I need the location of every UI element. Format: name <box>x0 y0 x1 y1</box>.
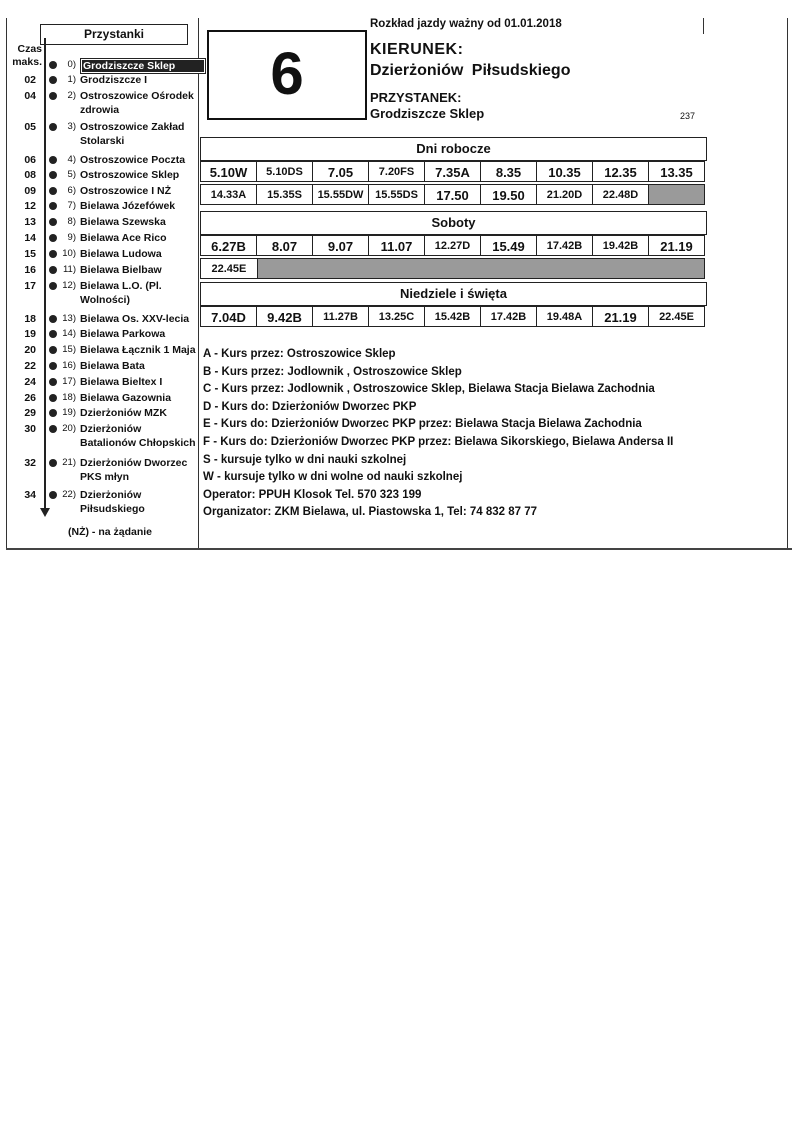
departure-time: 19.50 <box>480 184 537 205</box>
departure-time: 9.07 <box>312 235 369 256</box>
legend-line: W - kursuje tylko w dni wolne od nauki szkolnej <box>203 471 463 484</box>
stop-time: 14 <box>24 232 36 244</box>
departure-time: 22.48D <box>592 184 649 205</box>
stop-name: Ostroszowice Poczta <box>80 154 186 166</box>
departure-time: 7.35A <box>424 161 481 182</box>
stop-number: 7) <box>67 200 76 211</box>
stop-name: Bielawa L.O. (Pl. Wolności) <box>80 280 162 306</box>
stop-number: 22) <box>62 489 76 500</box>
stop-number: 5) <box>67 169 76 180</box>
stop-name: Dzierżoniów Batalionów Chłopskich <box>80 423 196 449</box>
stop-name: Dzierżoniów Piłsudskiego <box>80 489 145 515</box>
stop-name: Grodziszcze I <box>80 74 148 86</box>
stop-time: 16 <box>24 264 36 276</box>
legend-line: C - Kurs przez: Jodlownik , Ostroszowice Sklep, Bielawa Stacja Bielawa Zachodnia <box>203 383 655 396</box>
stop-name: Bielawa Bielbaw <box>80 264 162 276</box>
stop-dot-icon <box>49 171 57 179</box>
stop-time: 06 <box>24 154 36 166</box>
stop-name: Bielawa Ludowa <box>80 248 162 260</box>
stop-time: 04 <box>24 90 36 102</box>
stop-dot-icon <box>49 491 57 499</box>
legend-line: Operator: PPUH Klosok Tel. 570 323 199 <box>203 488 422 501</box>
stop-number: 16) <box>62 360 76 371</box>
stop-dot-icon <box>49 315 57 323</box>
stop-dot-icon <box>49 266 57 274</box>
current-stop-name: Grodziszcze Sklep <box>80 58 206 74</box>
departure-time: 10.35 <box>536 161 593 182</box>
stop-dot-icon <box>49 409 57 417</box>
stop-number: 13) <box>62 313 76 324</box>
departure-time: 17.42B <box>536 235 593 256</box>
departure-row <box>200 161 705 182</box>
stop-name: Bielawa Gazownia <box>80 392 172 404</box>
stop-time: 26 <box>24 392 36 404</box>
departure-row <box>200 258 705 279</box>
stop-time: 30 <box>24 423 36 435</box>
stop-number: 4) <box>67 154 76 165</box>
departure-time: 7.20FS <box>368 161 425 182</box>
stop-dot-icon <box>49 92 57 100</box>
stop-time: 09 <box>24 185 36 197</box>
departure-time: 5.10DS <box>256 161 313 182</box>
stop-dot-icon <box>49 459 57 467</box>
departure-time: 17.42B <box>480 306 537 327</box>
stop-dot-icon <box>49 330 57 338</box>
stop-dot-icon <box>49 234 57 242</box>
stop-time: 13 <box>24 216 36 228</box>
stop-name: Bielawa Parkowa <box>80 328 166 340</box>
direction-label: KIERUNEK: <box>370 41 464 58</box>
departure-time: 21.19 <box>648 235 705 256</box>
departure-time: 15.55DW <box>312 184 369 205</box>
departure-time: 15.35S <box>256 184 313 205</box>
departure-time: 22.45E <box>200 258 258 279</box>
departure-time: 8.35 <box>480 161 537 182</box>
legend-line: S - kursuje tylko w dni nauki szkolnej <box>203 453 407 466</box>
departure-time: 14.33A <box>200 184 257 205</box>
stop-number: 21) <box>62 457 76 468</box>
departure-time: 22.45E <box>648 306 705 327</box>
stop-number: 19) <box>62 407 76 418</box>
departure-time: 21.19 <box>592 306 649 327</box>
stop-time: 18 <box>24 313 36 325</box>
stop-name: Bielawa Bata <box>80 360 145 372</box>
stop-time: 02 <box>24 74 36 86</box>
departure-time: 19.42B <box>592 235 649 256</box>
departure-time: 17.50 <box>424 184 481 205</box>
departure-row <box>200 306 705 327</box>
line-number-box <box>207 30 367 120</box>
departure-time: 11.07 <box>368 235 425 256</box>
stop-number: 0) <box>67 59 76 70</box>
stop-dot-icon <box>49 61 57 69</box>
stop-number: 2) <box>67 90 76 101</box>
stop-time: 15 <box>24 248 36 260</box>
stop-time: 12 <box>24 200 36 212</box>
frame-right <box>787 18 788 550</box>
legend-line: Organizator: ZKM Bielawa, ul. Piastowska 1, Tel: 74 832 87 77 <box>203 506 538 519</box>
legend <box>203 346 763 522</box>
stop-name: Bielawa Os. XXV-lecia <box>80 313 190 325</box>
empty-cell <box>648 184 705 205</box>
departure-time: 12.35 <box>592 161 649 182</box>
stop-number: 6) <box>67 185 76 196</box>
line-number: 6 <box>270 40 304 107</box>
stop-name: Bielawa Józefówek <box>80 200 176 212</box>
stop-name: Ostroszowice Sklep <box>80 169 180 181</box>
stop-number: 12) <box>62 280 76 291</box>
stop-dot-icon <box>49 394 57 402</box>
stop-number: 17) <box>62 376 76 387</box>
stop-number: 8) <box>67 216 76 227</box>
stop-time: 08 <box>24 169 36 181</box>
stop-time: 17 <box>24 280 36 292</box>
direction-value: Dzierżoniów Piłsudskiego <box>370 62 571 79</box>
route-line <box>44 38 46 510</box>
stop-time: 29 <box>24 407 36 419</box>
frame-divider-top <box>703 18 704 34</box>
stop-dot-icon <box>49 218 57 226</box>
route-arrow-icon <box>40 508 50 517</box>
departure-time: 11.27B <box>312 306 369 327</box>
stop-name: Dzierżoniów MZK <box>80 407 167 419</box>
departure-time: 13.35 <box>648 161 705 182</box>
stop-number: 15) <box>62 344 76 355</box>
stops-header: Przystanki <box>40 24 188 45</box>
departure-time: 6.27B <box>200 235 257 256</box>
page-number: 237 <box>680 111 696 121</box>
stop-name: Ostroszowice I NŻ <box>80 185 172 197</box>
departure-time: 9.42B <box>256 306 313 327</box>
stop-dot-icon <box>49 123 57 131</box>
stop-name: Bielawa Szewska <box>80 216 166 228</box>
stop-dot-icon <box>49 362 57 370</box>
section-header: Dni robocze <box>200 137 707 161</box>
stop-dot-icon <box>49 282 57 290</box>
section-header: Soboty <box>200 211 707 235</box>
stop-name: Ostroszowice Ośrodek zdrowia <box>80 90 194 116</box>
departure-time: 19.48A <box>536 306 593 327</box>
departure-time: 5.10W <box>200 161 257 182</box>
stop-name: Bielawa Bieltex I <box>80 376 163 388</box>
legend-line: B - Kurs przez: Jodlownik , Ostroszowice Sklep <box>203 365 462 378</box>
stop-number: 9) <box>67 232 76 243</box>
valid-from: Rozkład jazdy ważny od 01.01.2018 <box>370 18 562 30</box>
stop-time: 19 <box>24 328 36 340</box>
stop-name: Ostroszowice Zakład Stolarski <box>80 121 185 147</box>
stop-name: Dzierżoniów Dworzec PKS młyn <box>80 457 188 483</box>
stop-value: Grodziszcze Sklep <box>370 106 485 121</box>
stop-time: 34 <box>24 489 36 501</box>
departure-time: 21.20D <box>536 184 593 205</box>
departure-time: 7.05 <box>312 161 369 182</box>
stop-time: 20 <box>24 344 36 356</box>
departure-time: 15.49 <box>480 235 537 256</box>
stop-number: 10) <box>62 248 76 259</box>
empty-cell <box>257 258 705 279</box>
stop-number: 3) <box>67 121 76 132</box>
frame-left <box>6 18 7 550</box>
stop-number: 20) <box>62 423 76 434</box>
departure-time: 15.42B <box>424 306 481 327</box>
stop-dot-icon <box>49 76 57 84</box>
frame-bottom <box>6 548 792 550</box>
legend-line: F - Kurs do: Dzierżoniów Dworzec PKP przez: Bielawa Sikorskiego, Bielawa Andersa II <box>203 435 674 448</box>
stop-time: 22 <box>24 360 36 372</box>
stop-number: 11) <box>62 264 76 275</box>
on-request-note: (NŻ) - na żądanie <box>68 526 153 538</box>
stop-name: Bielawa Łącznik 1 Maja <box>80 344 196 356</box>
stop-time: 32 <box>24 457 36 469</box>
stop-label: PRZYSTANEK: <box>370 90 462 105</box>
stop-dot-icon <box>49 156 57 164</box>
departure-time: 8.07 <box>256 235 313 256</box>
stop-time: 24 <box>24 376 36 388</box>
stop-dot-icon <box>49 378 57 386</box>
departure-time: 15.55DS <box>368 184 425 205</box>
stop-number: 1) <box>67 74 76 85</box>
stop-name: Bielawa Ace Rico <box>80 232 167 244</box>
legend-line: A - Kurs przez: Ostroszowice Sklep <box>203 348 396 360</box>
stop-dot-icon <box>49 250 57 258</box>
stop-dot-icon <box>49 202 57 210</box>
departure-row <box>200 184 705 205</box>
time-column-label: Czas maks. <box>12 43 42 68</box>
stop-time: 05 <box>24 121 36 133</box>
stop-dot-icon <box>49 346 57 354</box>
departure-time: 7.04D <box>200 306 257 327</box>
departure-row <box>200 235 705 256</box>
legend-line: E - Kurs do: Dzierżoniów Dworzec PKP przez: Bielawa Stacja Bielawa Zachodnia <box>203 418 642 431</box>
departure-time: 13.25C <box>368 306 425 327</box>
stop-dot-icon <box>49 425 57 433</box>
stop-number: 14) <box>62 328 76 339</box>
departure-time: 12.27D <box>424 235 481 256</box>
stop-number: 18) <box>62 392 76 403</box>
legend-line: D - Kurs do: Dzierżoniów Dworzec PKP <box>203 400 417 413</box>
section-header: Niedziele i święta <box>200 282 707 306</box>
stop-dot-icon <box>49 187 57 195</box>
